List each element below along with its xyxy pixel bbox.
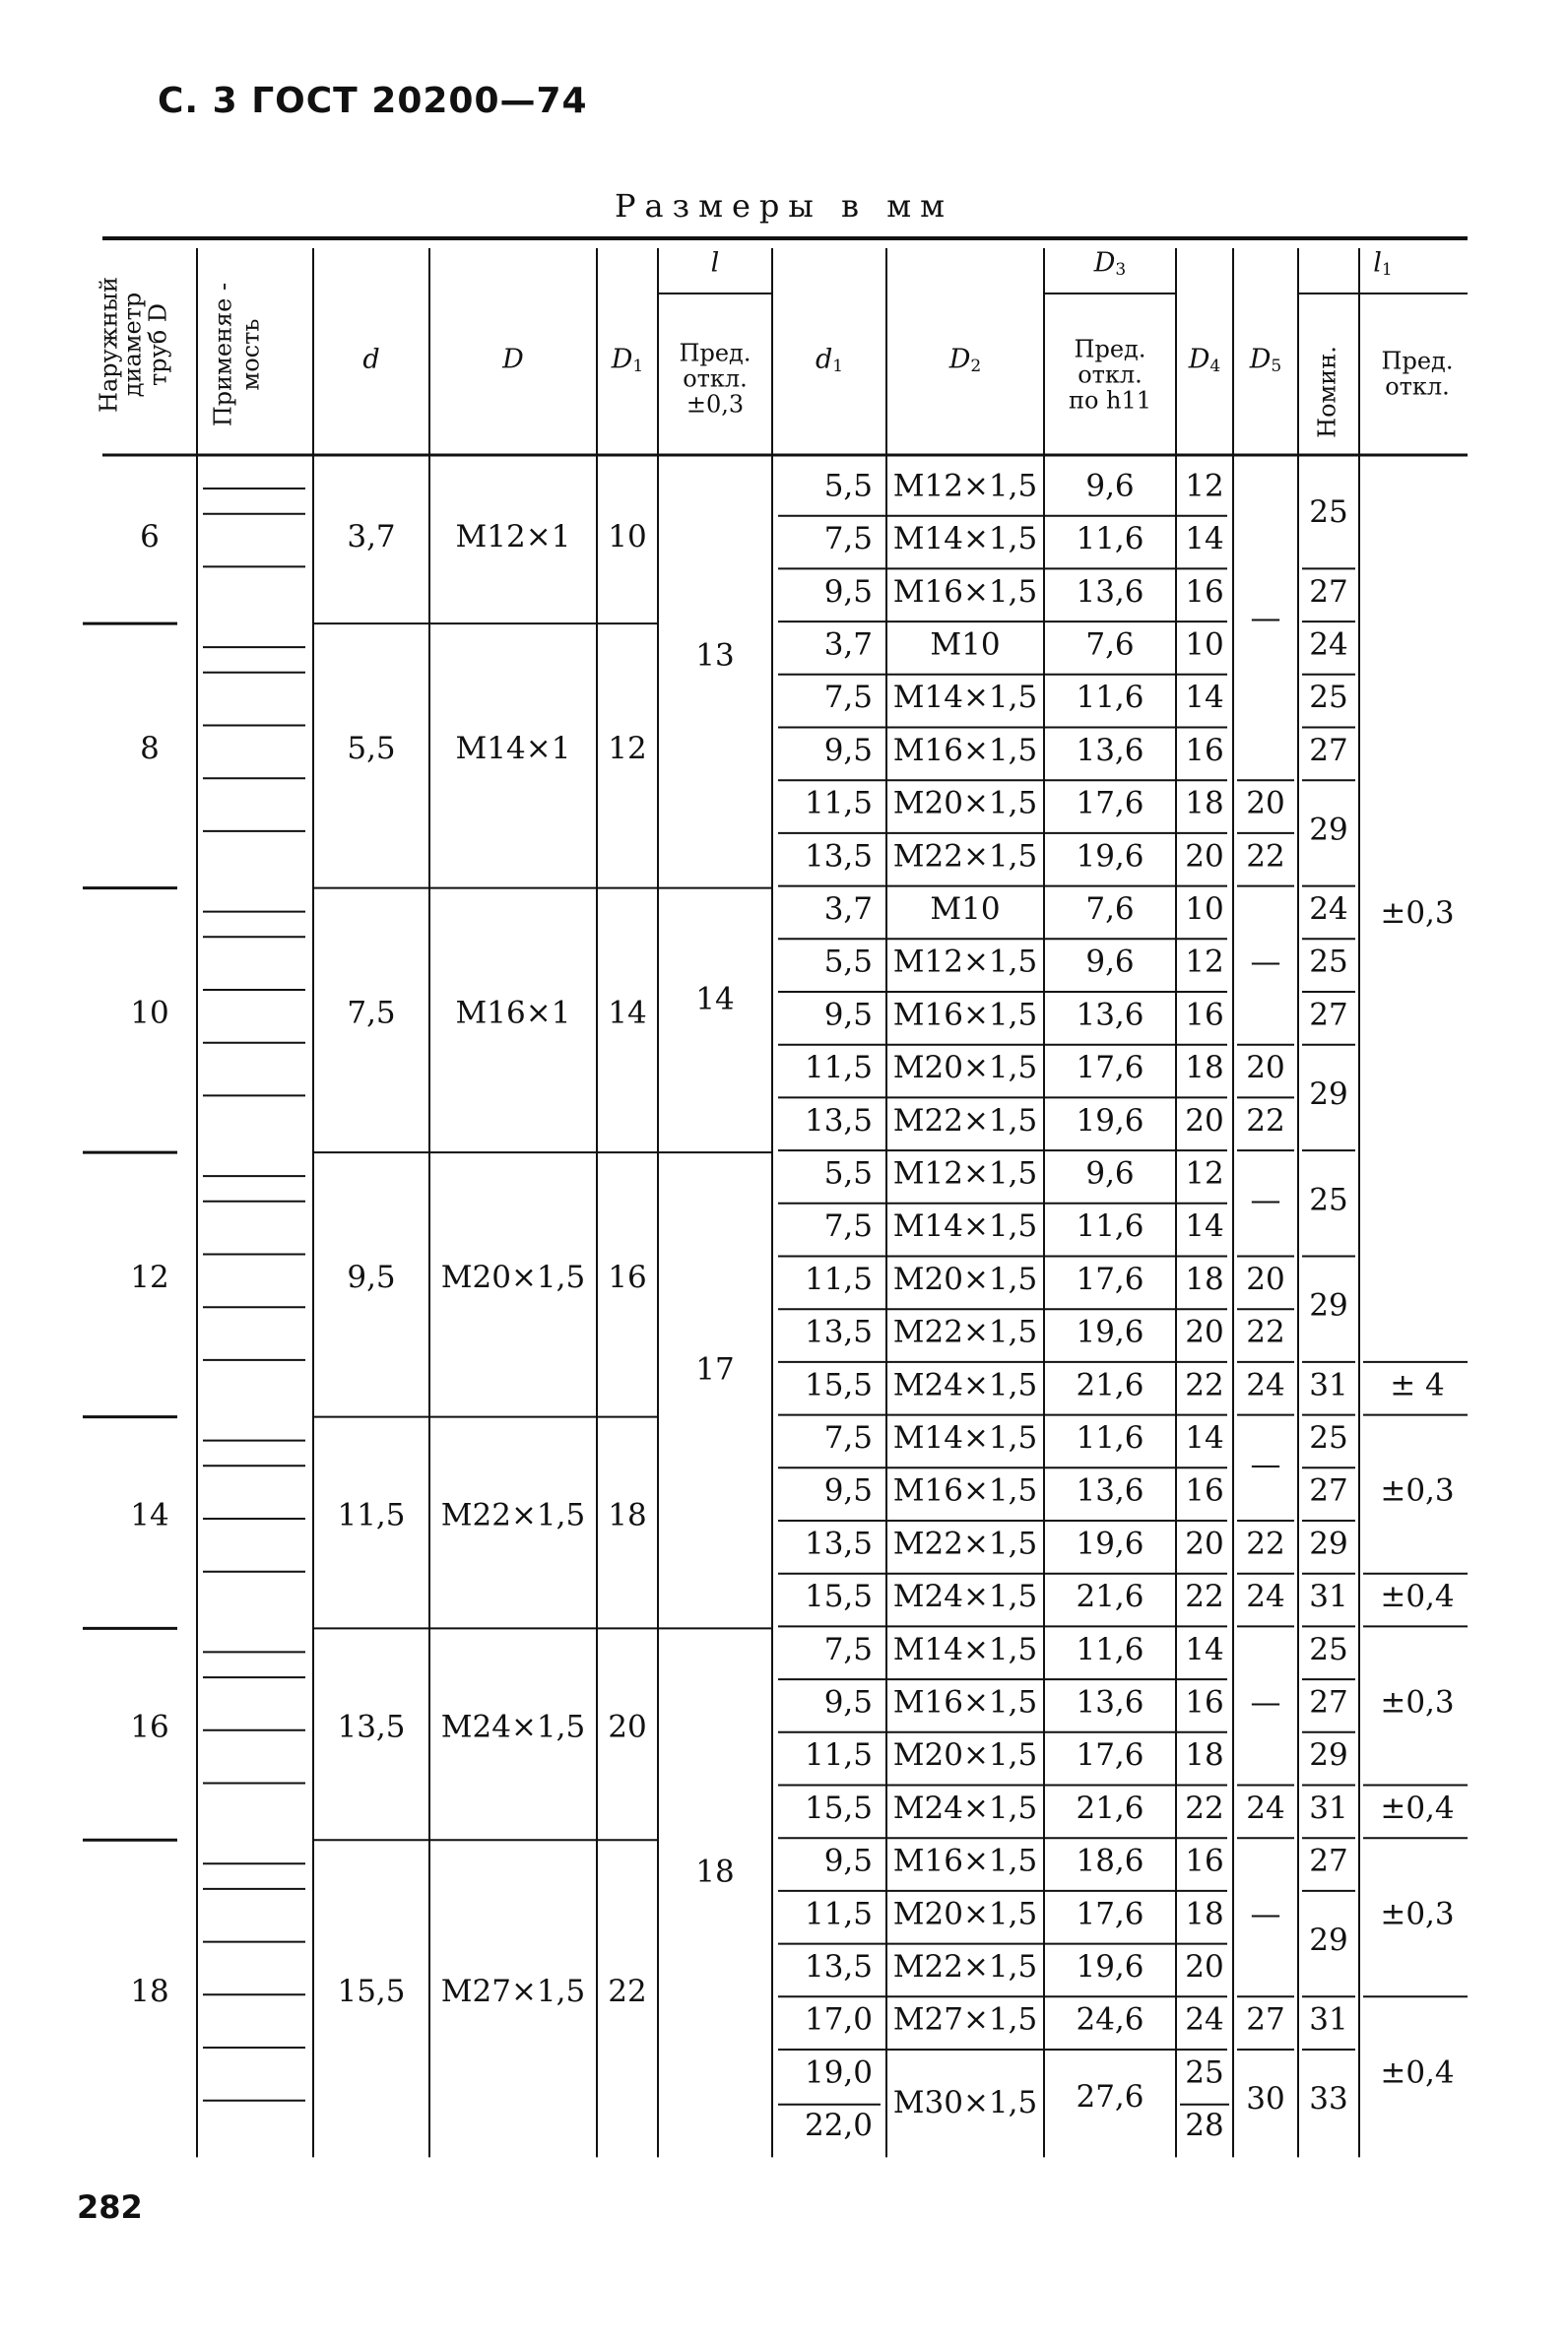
page-header: С. 3 ГОСТ 20200—74 xyxy=(158,81,588,121)
D3-value: 13,6 xyxy=(1076,732,1144,768)
D4-value: 14 xyxy=(1185,1631,1224,1667)
outer-diameter: 8 xyxy=(140,730,160,766)
d1-value: 11,5 xyxy=(804,1050,873,1086)
d1-value: 15,5 xyxy=(804,1367,873,1403)
l1-nominal: 27 xyxy=(1309,1684,1348,1721)
l1-nominal: 29 xyxy=(1309,1737,1348,1774)
d1-value: 7,5 xyxy=(823,680,873,716)
D3-value: 13,6 xyxy=(1076,1472,1144,1509)
D1-value: 14 xyxy=(608,995,647,1031)
l1-tolerance: ±0,4 xyxy=(1380,1579,1455,1615)
l1-nominal: 27 xyxy=(1309,732,1348,768)
D5-value: 20 xyxy=(1246,785,1285,821)
l1-nominal: 31 xyxy=(1309,1579,1348,1615)
D3-value: 24,6 xyxy=(1076,2001,1144,2038)
D3-value: 19,6 xyxy=(1076,1102,1144,1139)
D3-value: 9,6 xyxy=(1085,944,1135,980)
header-D2: $D_2$ xyxy=(948,344,982,376)
thread-D2: M22×1,5 xyxy=(892,1526,1038,1562)
header-l1-nom: Номин. xyxy=(1313,346,1341,438)
D3-value: 17,6 xyxy=(1076,785,1144,821)
header-l: l xyxy=(710,247,720,279)
D4-value: 18 xyxy=(1185,1737,1224,1774)
D3-value: 19,6 xyxy=(1076,1526,1144,1562)
header-d1: $d_1$ xyxy=(815,344,844,376)
d1-value: 13,5 xyxy=(804,838,873,875)
l1-nominal: 25 xyxy=(1309,680,1348,716)
D1-value: 22 xyxy=(608,1973,647,2009)
D4-value: 22 xyxy=(1185,1579,1224,1615)
thread-D2: M10 xyxy=(930,626,1001,663)
l1-nominal: 24 xyxy=(1309,626,1348,663)
D4-value: 20 xyxy=(1185,1526,1224,1562)
header-usage-line2: мость xyxy=(236,318,265,391)
d1-value: 7,5 xyxy=(823,1419,873,1456)
d1-value: 5,5 xyxy=(823,1155,873,1192)
thread-D2: M14×1,5 xyxy=(892,680,1038,716)
l1-nominal: 27 xyxy=(1309,997,1348,1033)
outer-diameter: 14 xyxy=(130,1497,169,1533)
D3-value: 17,6 xyxy=(1076,1896,1144,1932)
thread-D2: M16×1,5 xyxy=(892,573,1038,610)
d1-value: 22,0 xyxy=(804,2108,873,2144)
D5-value: 20 xyxy=(1246,1050,1285,1086)
D3-value: 13,6 xyxy=(1076,573,1144,610)
l1-nominal: 25 xyxy=(1309,494,1348,531)
D5-value: 24 xyxy=(1246,1579,1285,1615)
D4-value: 14 xyxy=(1185,680,1224,716)
header-l1-tol: откл. xyxy=(1385,372,1450,401)
thread-D2: M20×1,5 xyxy=(892,1896,1038,1932)
D4-value: 16 xyxy=(1185,1684,1224,1721)
thread-D2: M20×1,5 xyxy=(892,1261,1038,1297)
thread-D: M22×1,5 xyxy=(440,1497,586,1533)
D4-value: 20 xyxy=(1185,1102,1224,1139)
header-l1-tol: Пред. xyxy=(1381,347,1454,375)
d1-value: 11,5 xyxy=(804,1896,873,1932)
D4-value: 25 xyxy=(1185,2054,1224,2091)
units-caption: Размеры в мм xyxy=(615,187,953,225)
l1-nominal: 24 xyxy=(1309,890,1348,927)
bore-d: 5,5 xyxy=(347,730,396,766)
D4-value: 20 xyxy=(1185,1314,1224,1350)
D5-value: — xyxy=(1250,1182,1281,1218)
page-number: 282 xyxy=(77,2188,143,2226)
l1-nominal: 29 xyxy=(1309,1922,1348,1959)
l1-nominal: 31 xyxy=(1309,1367,1348,1403)
d1-value: 13,5 xyxy=(804,1102,873,1139)
bore-d: 11,5 xyxy=(337,1497,406,1533)
thread-D2: M24×1,5 xyxy=(892,1367,1038,1403)
d1-value: 9,5 xyxy=(823,1472,873,1509)
thread-D2: M12×1,5 xyxy=(892,944,1038,980)
header-dn-line1: Наружный xyxy=(95,277,123,413)
D1-value: 12 xyxy=(608,730,647,766)
bore-d: 7,5 xyxy=(347,995,396,1031)
D5-value: 22 xyxy=(1246,1526,1285,1562)
d1-value: 3,7 xyxy=(823,626,873,663)
l-value: 18 xyxy=(695,1854,735,1890)
D5-value: — xyxy=(1250,600,1281,636)
thread-D2: M16×1,5 xyxy=(892,997,1038,1033)
header-D3: $D_3$ xyxy=(1093,247,1127,280)
l1-nominal: 25 xyxy=(1309,1631,1348,1667)
D3-value: 18,6 xyxy=(1076,1843,1144,1879)
D4-value: 16 xyxy=(1185,1843,1224,1879)
D4-value: 16 xyxy=(1185,997,1224,1033)
D5-value: 22 xyxy=(1246,1102,1285,1139)
thread-D: M12×1 xyxy=(455,519,571,555)
header-D5: $D_5$ xyxy=(1249,344,1282,376)
D3-value: 11,6 xyxy=(1076,1631,1144,1667)
l1-tolerance: ± 4 xyxy=(1390,1367,1445,1403)
bore-d: 9,5 xyxy=(347,1259,396,1295)
header-D3-tol: по h11 xyxy=(1068,386,1152,415)
l1-nominal: 29 xyxy=(1309,812,1348,848)
D1-value: 10 xyxy=(608,519,647,555)
D5-value: — xyxy=(1250,1446,1281,1482)
D5-value: 27 xyxy=(1246,2001,1285,2038)
D4-value: 28 xyxy=(1185,2108,1224,2144)
thread-D2: M22×1,5 xyxy=(892,838,1038,875)
D5-value: — xyxy=(1250,1896,1281,1932)
D5-value: 24 xyxy=(1246,1367,1285,1403)
thread-D2: M27×1,5 xyxy=(892,2001,1038,2038)
D3-value: 11,6 xyxy=(1076,680,1144,716)
D5-value: 30 xyxy=(1246,2081,1285,2118)
l1-nominal: 25 xyxy=(1309,1419,1348,1456)
d1-value: 13,5 xyxy=(804,1314,873,1350)
D3-value: 7,6 xyxy=(1085,626,1135,663)
D3-value: 11,6 xyxy=(1076,1419,1144,1456)
D4-value: 10 xyxy=(1185,890,1224,927)
header-D4: $D_4$ xyxy=(1188,344,1221,376)
D3-value: 21,6 xyxy=(1076,1367,1144,1403)
header-D: D xyxy=(502,344,524,375)
d1-value: 7,5 xyxy=(823,1208,873,1245)
d1-value: 9,5 xyxy=(823,1843,873,1879)
d1-value: 9,5 xyxy=(823,1684,873,1721)
thread-D2: M24×1,5 xyxy=(892,1579,1038,1615)
thread-D2: M30×1,5 xyxy=(892,2085,1038,2121)
D5-value: 22 xyxy=(1246,1314,1285,1350)
thread-D2: M20×1,5 xyxy=(892,1737,1038,1774)
thread-D2: M10 xyxy=(930,890,1001,927)
d1-value: 15,5 xyxy=(804,1579,873,1615)
D3-value: 17,6 xyxy=(1076,1050,1144,1086)
D3-value: 11,6 xyxy=(1076,1208,1144,1245)
header-l-tol: Пред. xyxy=(679,339,751,367)
d1-value: 9,5 xyxy=(823,997,873,1033)
thread-D: M27×1,5 xyxy=(440,1973,586,2009)
D5-value: — xyxy=(1250,944,1281,980)
D3-value: 19,6 xyxy=(1076,1314,1144,1350)
l1-tolerance: ±0,3 xyxy=(1380,1472,1455,1509)
D5-value: 20 xyxy=(1246,1261,1285,1297)
outer-diameter: 6 xyxy=(140,519,160,555)
D4-value: 18 xyxy=(1185,1261,1224,1297)
header-D1: $D_1$ xyxy=(611,344,644,376)
thread-D2: M16×1,5 xyxy=(892,732,1038,768)
d1-value: 5,5 xyxy=(823,468,873,504)
D3-value: 19,6 xyxy=(1076,1948,1144,1985)
thread-D: M20×1,5 xyxy=(440,1259,586,1295)
d1-value: 11,5 xyxy=(804,1261,873,1297)
l1-nominal: 29 xyxy=(1309,1075,1348,1112)
D4-value: 22 xyxy=(1185,1790,1224,1826)
thread-D2: M12×1,5 xyxy=(892,468,1038,504)
D3-value: 27,6 xyxy=(1076,2079,1144,2116)
header-d: d xyxy=(362,344,380,375)
d1-value: 11,5 xyxy=(804,785,873,821)
d1-value: 3,7 xyxy=(823,890,873,927)
l1-nominal: 29 xyxy=(1309,1287,1348,1324)
d1-value: 9,5 xyxy=(823,732,873,768)
thread-D2: M22×1,5 xyxy=(892,1948,1038,1985)
D3-value: 19,6 xyxy=(1076,838,1144,875)
d1-value: 19,0 xyxy=(804,2054,873,2091)
thread-D: M16×1 xyxy=(455,995,571,1031)
bore-d: 13,5 xyxy=(337,1709,406,1745)
D3-value: 13,6 xyxy=(1076,1684,1144,1721)
outer-diameter: 12 xyxy=(130,1259,169,1295)
thread-D2: M16×1,5 xyxy=(892,1472,1038,1509)
D3-value: 9,6 xyxy=(1085,1155,1135,1192)
D4-value: 24 xyxy=(1185,2001,1224,2038)
thread-D2: M12×1,5 xyxy=(892,1155,1038,1192)
l-value: 14 xyxy=(695,981,735,1017)
D4-value: 18 xyxy=(1185,785,1224,821)
D4-value: 14 xyxy=(1185,1208,1224,1245)
D4-value: 12 xyxy=(1185,944,1224,980)
d1-value: 9,5 xyxy=(823,573,873,610)
thread-D2: M14×1,5 xyxy=(892,1208,1038,1245)
thread-D2: M22×1,5 xyxy=(892,1102,1038,1139)
bore-d: 15,5 xyxy=(337,1973,406,2009)
outer-diameter: 16 xyxy=(130,1709,169,1745)
thread-D2: M16×1,5 xyxy=(892,1684,1038,1721)
header-D3-tol: откл. xyxy=(1078,360,1143,389)
thread-D2: M20×1,5 xyxy=(892,1050,1038,1086)
thread-D2: M14×1,5 xyxy=(892,1419,1038,1456)
l1-nominal: 25 xyxy=(1309,1182,1348,1218)
d1-value: 5,5 xyxy=(823,944,873,980)
header-dn-line3: труб D xyxy=(144,302,172,387)
l1-tolerance: ±0,3 xyxy=(1380,1684,1455,1721)
header-dn-line2: диаметр xyxy=(118,292,147,398)
D3-value: 17,6 xyxy=(1076,1261,1144,1297)
d1-value: 11,5 xyxy=(804,1737,873,1774)
D3-value: 21,6 xyxy=(1076,1790,1144,1826)
l1-tolerance: ±0,4 xyxy=(1380,1790,1455,1826)
thread-D2: M20×1,5 xyxy=(892,785,1038,821)
D5-value: 22 xyxy=(1246,838,1285,875)
l1-nominal: 31 xyxy=(1309,2001,1348,2038)
l-value: 17 xyxy=(695,1351,735,1388)
D4-value: 16 xyxy=(1185,573,1224,610)
l1-nominal: 29 xyxy=(1309,1526,1348,1562)
l1-tolerance: ±0,4 xyxy=(1380,2054,1455,2091)
D1-value: 20 xyxy=(608,1709,647,1745)
l1-nominal: 27 xyxy=(1309,573,1348,610)
D5-value: 24 xyxy=(1246,1790,1285,1826)
D4-value: 16 xyxy=(1185,732,1224,768)
d1-value: 13,5 xyxy=(804,1526,873,1562)
D4-value: 18 xyxy=(1185,1896,1224,1932)
D4-value: 14 xyxy=(1185,1419,1224,1456)
D4-value: 22 xyxy=(1185,1367,1224,1403)
thread-D2: M16×1,5 xyxy=(892,1843,1038,1879)
D4-value: 18 xyxy=(1185,1050,1224,1086)
D4-value: 20 xyxy=(1185,838,1224,875)
D4-value: 20 xyxy=(1185,1948,1224,1985)
D4-value: 12 xyxy=(1185,468,1224,504)
d1-value: 13,5 xyxy=(804,1948,873,1985)
D1-value: 16 xyxy=(608,1259,647,1295)
D3-value: 17,6 xyxy=(1076,1737,1144,1774)
D1-value: 18 xyxy=(608,1497,647,1533)
l1-tolerance: ±0,3 xyxy=(1380,894,1455,931)
D4-value: 14 xyxy=(1185,521,1224,557)
thread-D: M24×1,5 xyxy=(440,1709,586,1745)
outer-diameter: 10 xyxy=(130,995,169,1031)
d1-value: 15,5 xyxy=(804,1790,873,1826)
d1-value: 17,0 xyxy=(804,2001,873,2038)
l1-nominal: 27 xyxy=(1309,1843,1348,1879)
l1-nominal: 27 xyxy=(1309,1472,1348,1509)
bore-d: 3,7 xyxy=(347,519,396,555)
D3-value: 13,6 xyxy=(1076,997,1144,1033)
D3-value: 21,6 xyxy=(1076,1579,1144,1615)
l1-tolerance: ±0,3 xyxy=(1380,1896,1455,1932)
l-value: 13 xyxy=(695,637,735,674)
D3-value: 7,6 xyxy=(1085,890,1135,927)
l1-nominal: 31 xyxy=(1309,1790,1348,1826)
D4-value: 10 xyxy=(1185,626,1224,663)
thread-D: M14×1 xyxy=(455,730,571,766)
l1-nominal: 33 xyxy=(1309,2081,1348,2118)
d1-value: 7,5 xyxy=(823,521,873,557)
D4-value: 16 xyxy=(1185,1472,1224,1509)
d1-value: 7,5 xyxy=(823,1631,873,1667)
thread-D2: M14×1,5 xyxy=(892,521,1038,557)
header-l-tol: ±0,3 xyxy=(686,390,745,419)
header-D3-tol: Пред. xyxy=(1074,335,1146,363)
header-l1: $l_1$ xyxy=(1373,247,1393,280)
header-l-tol: откл. xyxy=(683,364,748,393)
thread-D2: M22×1,5 xyxy=(892,1314,1038,1350)
thread-D2: M24×1,5 xyxy=(892,1790,1038,1826)
header-usage-line1: Применяе - xyxy=(209,282,237,427)
l1-nominal: 25 xyxy=(1309,944,1348,980)
outer-diameter: 18 xyxy=(130,1973,169,2009)
D3-value: 11,6 xyxy=(1076,521,1144,557)
thread-D2: M14×1,5 xyxy=(892,1631,1038,1667)
D3-value: 9,6 xyxy=(1085,468,1135,504)
D5-value: — xyxy=(1250,1684,1281,1721)
D4-value: 12 xyxy=(1185,1155,1224,1192)
